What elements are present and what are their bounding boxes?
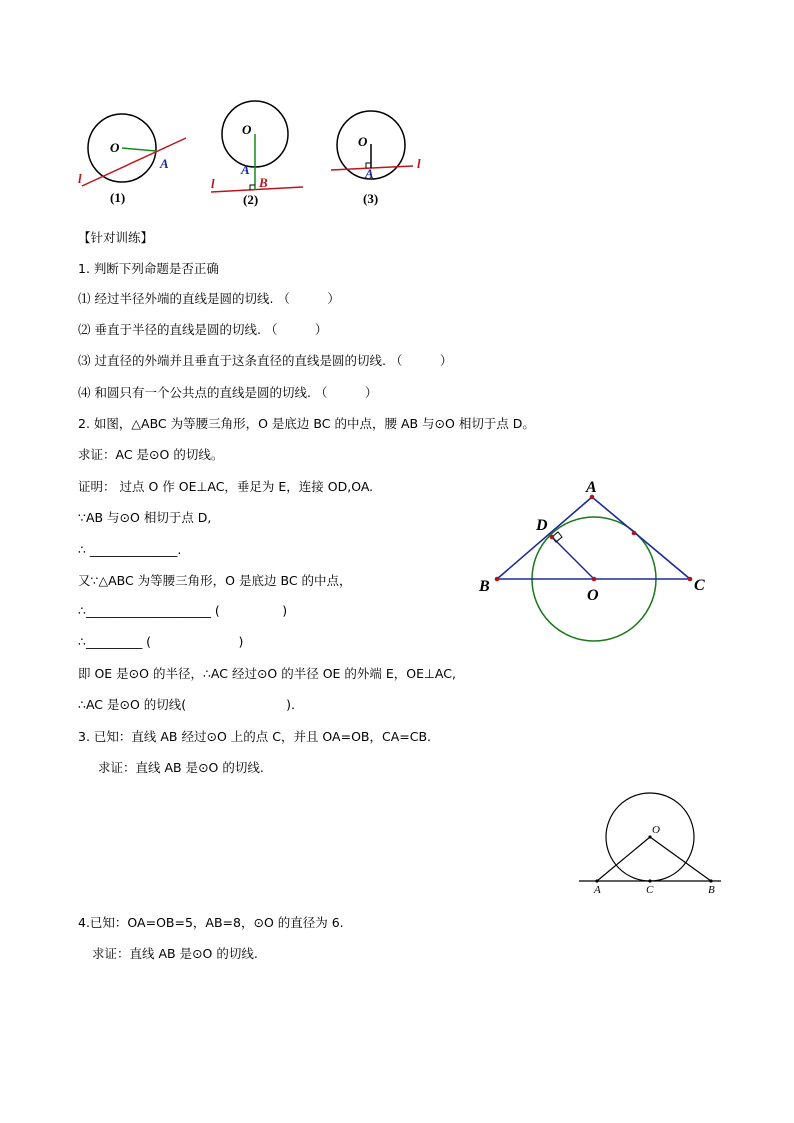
q2-proof-8: ∴AC 是⊙O 的切线( ). bbox=[78, 697, 295, 712]
q2-proof-1: 证明： 过点 O 作 OE⊥AC，垂足为 E，连接 OD,OA. bbox=[78, 479, 374, 494]
label-o: O bbox=[652, 824, 660, 836]
q3-figure bbox=[575, 790, 725, 900]
caption-2: (2) bbox=[243, 192, 259, 207]
label-o: O bbox=[358, 134, 368, 149]
q4-prove: 求证：直线 AB 是⊙O 的切线. bbox=[92, 946, 258, 961]
q2-proof-2: ∵AB 与⊙O 相切于点 D, bbox=[78, 510, 212, 525]
q2-proof-3: ∴ ______________. bbox=[78, 542, 182, 557]
radius-oa bbox=[122, 148, 156, 151]
q2-prove: 求证：AC 是⊙O 的切线。 bbox=[78, 447, 224, 462]
q2-proof-5: ∴____________________ ( ) bbox=[78, 603, 288, 618]
caption-1: (1) bbox=[110, 190, 126, 205]
label-o: O bbox=[110, 140, 120, 155]
q2-figure bbox=[472, 472, 717, 650]
label-o: O bbox=[587, 587, 599, 604]
label-d: D bbox=[536, 517, 548, 534]
q2-proof-4: 又∵△ABC 为等腰三角形，O 是底边 BC 的中点， bbox=[78, 573, 352, 588]
q2-proof-6: ∴_________ ( ) bbox=[78, 634, 244, 649]
point-c bbox=[648, 879, 651, 882]
label-b: B bbox=[708, 884, 715, 896]
q3-stem: 3. 已知：直线 AB 经过⊙O 上的点 C，并且 OA=OB，CA=CB. bbox=[78, 729, 432, 744]
q1-item-3: ⑶ 过直径的外端并且垂直于这条直径的直线是圆的切线. （ ） bbox=[78, 353, 453, 368]
label-a: A bbox=[241, 162, 250, 177]
q2-stem: 2. 如图，△ABC 为等腰三角形，O 是底边 BC 的中点，腰 AB 与⊙O 相切于点 D。 bbox=[78, 416, 535, 431]
q4-stem: 4.已知：OA=OB=5，AB=8，⊙O 的直径为 6. bbox=[78, 915, 344, 930]
point-b bbox=[709, 879, 712, 882]
point-b bbox=[495, 577, 500, 582]
q3-prove: 求证：直线 AB 是⊙O 的切线. bbox=[98, 760, 264, 775]
label-l: l bbox=[78, 171, 82, 186]
label-a: A bbox=[365, 166, 374, 181]
label-b: B bbox=[479, 578, 490, 595]
figure-1 bbox=[70, 108, 200, 208]
label-l: l bbox=[417, 156, 421, 171]
label-a: A bbox=[160, 156, 169, 171]
label-c: C bbox=[646, 884, 654, 896]
segment-ob bbox=[650, 837, 711, 881]
figure-3 bbox=[325, 106, 430, 208]
label-l: l bbox=[211, 176, 215, 191]
label-a: A bbox=[594, 884, 601, 896]
point-d bbox=[550, 535, 555, 540]
triangle-abc bbox=[497, 497, 690, 579]
q2-proof-7: 即 OE 是⊙O 的半径，∴AC 经过⊙O 的半径 OE 的外端 E，OE⊥AC, bbox=[78, 666, 456, 681]
segment-od bbox=[552, 537, 594, 579]
figure-2 bbox=[205, 96, 310, 208]
q1-item-2: ⑵ 垂直于半径的直线是圆的切线. （ ） bbox=[78, 322, 328, 337]
label-a: A bbox=[586, 479, 597, 496]
section-title: 【针对训练】 bbox=[78, 230, 154, 245]
point-e bbox=[632, 531, 637, 536]
q1-stem: 1. 判断下列命题是否正确 bbox=[78, 261, 219, 276]
point-c bbox=[688, 577, 693, 582]
segment-oa bbox=[597, 837, 650, 881]
point-a bbox=[595, 879, 598, 882]
label-b: B bbox=[259, 175, 268, 190]
label-c: C bbox=[694, 577, 705, 594]
point-o bbox=[592, 577, 597, 582]
q1-item-1: ⑴ 经过半径外端的直线是圆的切线. （ ） bbox=[78, 291, 340, 306]
caption-3: (3) bbox=[363, 191, 379, 206]
label-o: O bbox=[242, 122, 252, 137]
q1-item-4: ⑷ 和圆只有一个公共点的直线是圆的切线. （ ） bbox=[78, 385, 378, 400]
line-l bbox=[82, 138, 186, 186]
